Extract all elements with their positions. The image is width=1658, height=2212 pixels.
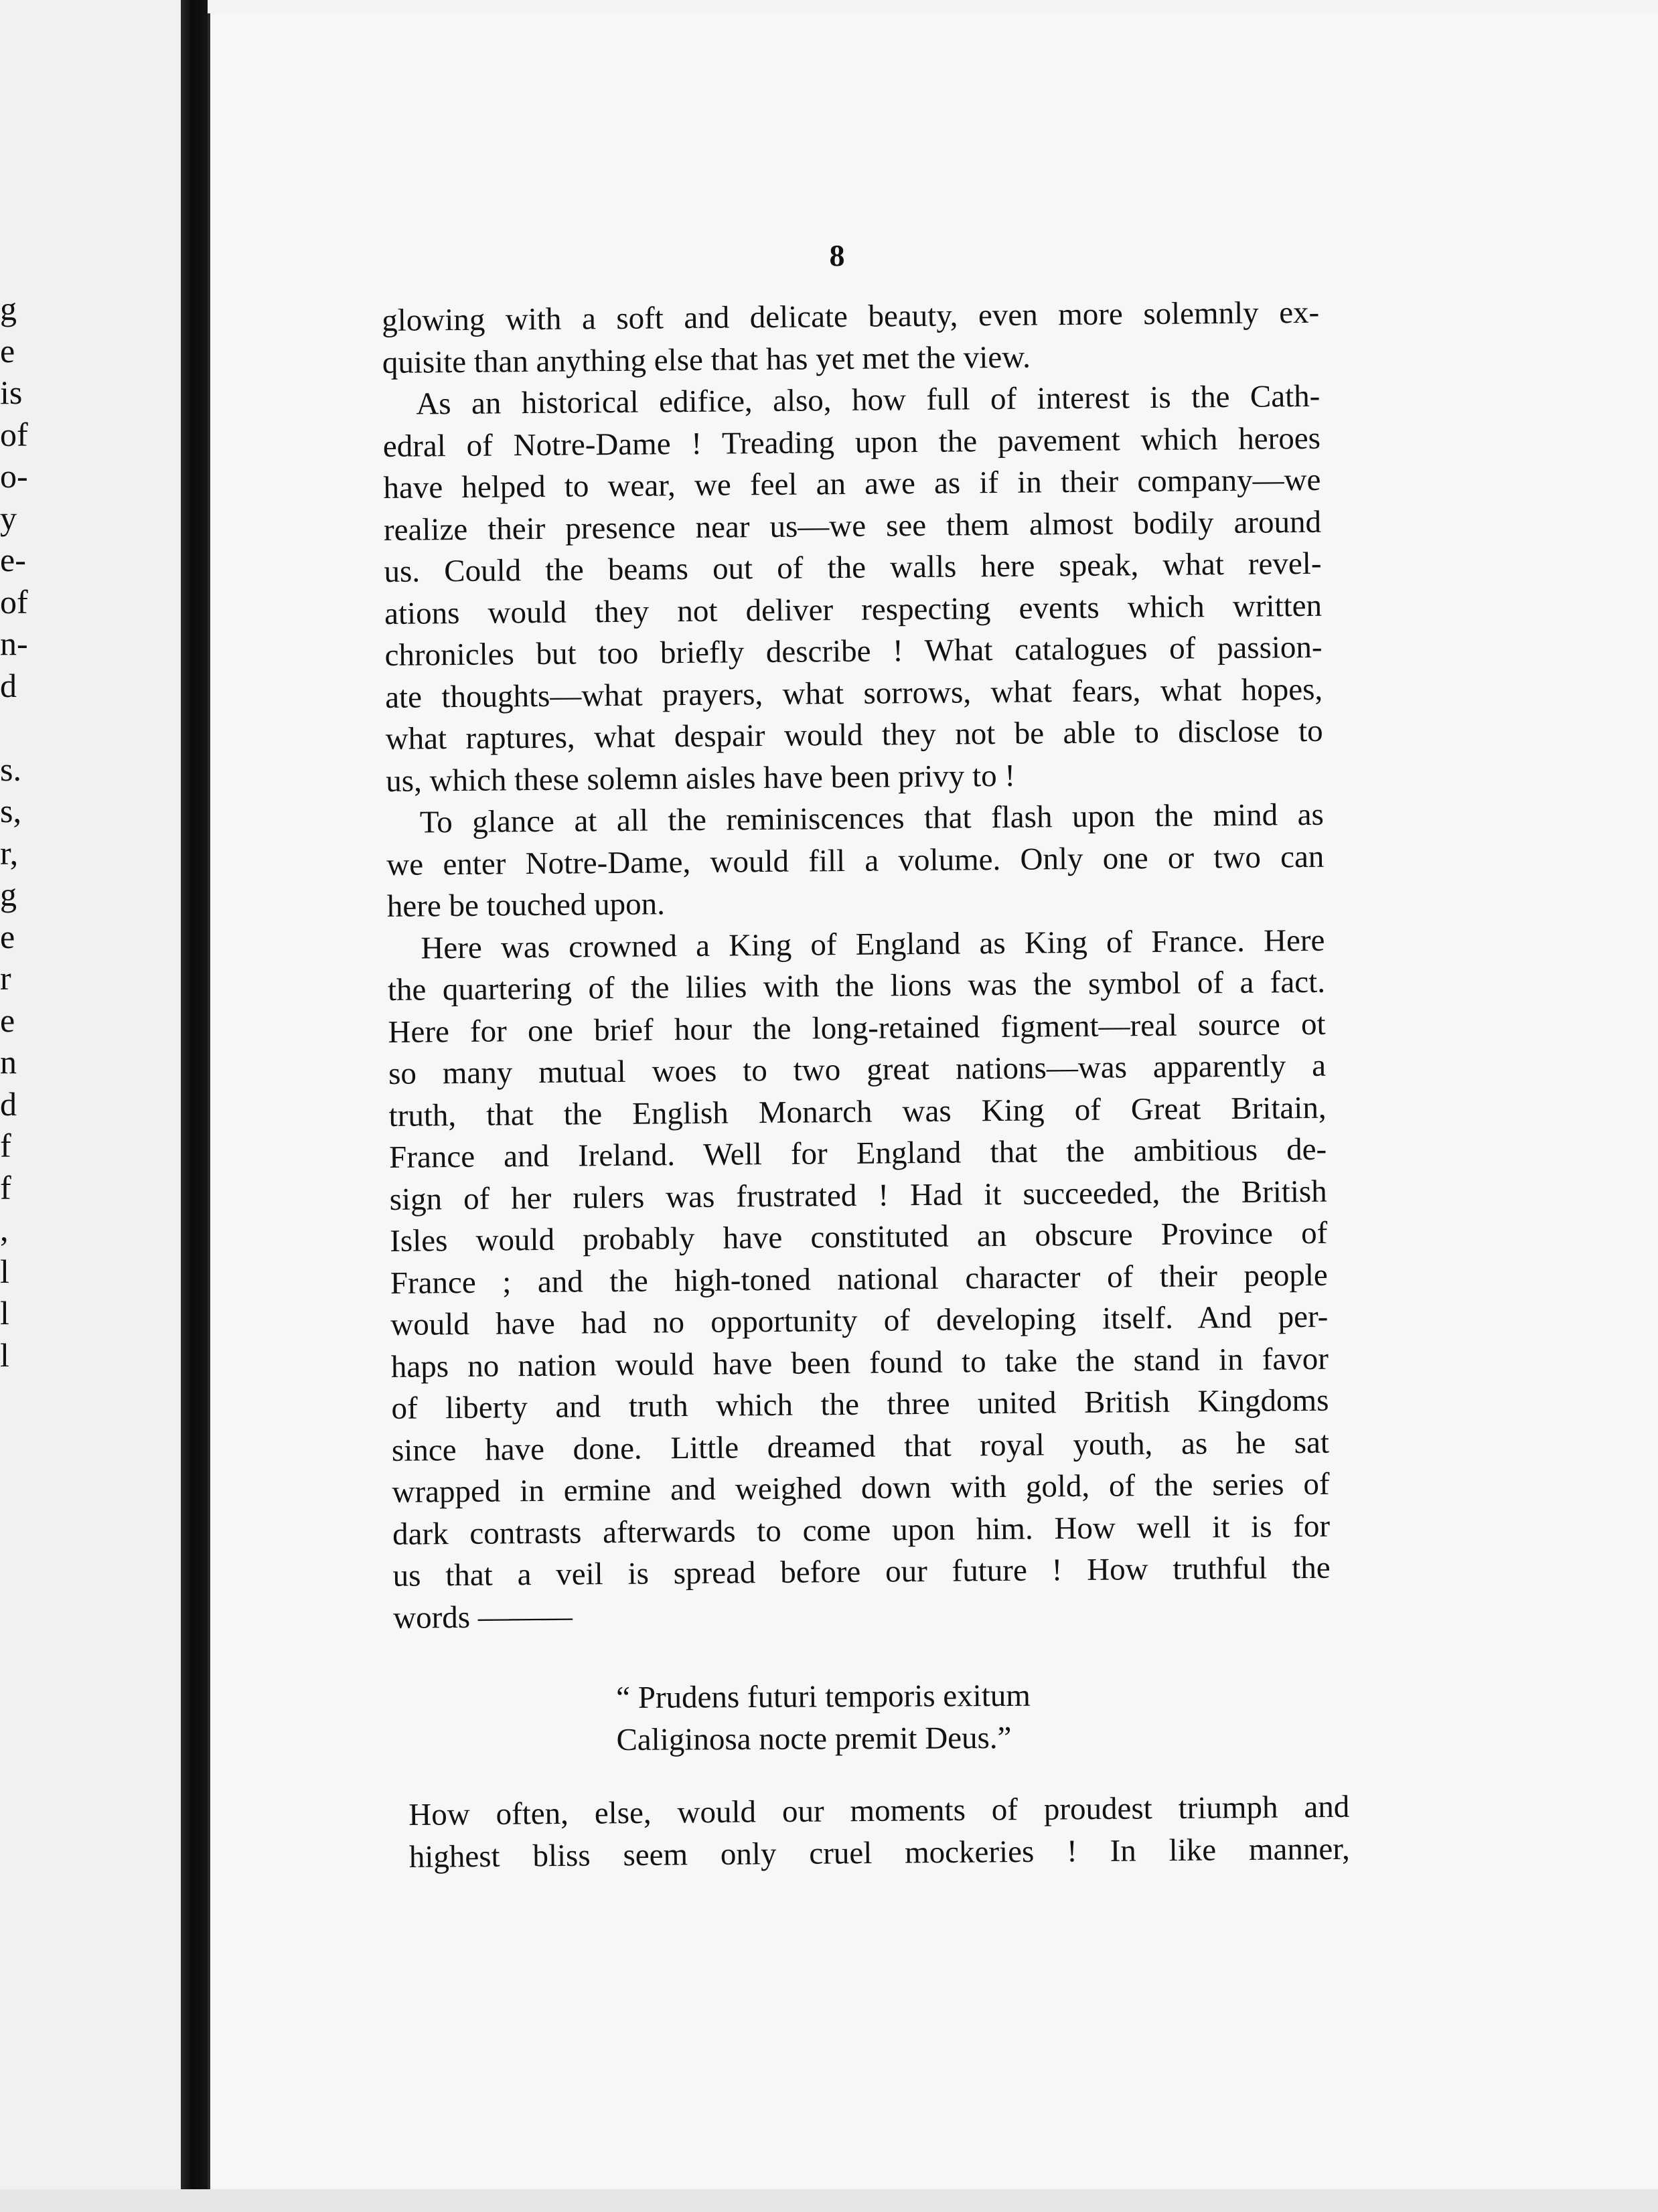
text-line: quisite than anything else that has yet met the view. (382, 339, 1031, 380)
text-line: haps no nation would have been found to take the stand in favor (390, 1341, 1329, 1385)
latin-quotation (616, 1674, 1219, 1761)
page-number: 8 (829, 238, 845, 272)
text-line: we enter Notre-Dame, would fill a volume. Only one or two can (386, 839, 1325, 882)
quote-line: Caliginosa nocte premit Deus.” (616, 1720, 1012, 1757)
left-fragment: l (0, 1336, 9, 1374)
text-line: us that a veil is spread before our future ! How truthful the (392, 1550, 1331, 1593)
text-line: here be touched upon. (386, 886, 666, 924)
left-fragment: of (0, 415, 28, 453)
text-line: How often, else, would our moments of proudest triumph and (408, 1789, 1350, 1832)
left-fragment: e (0, 331, 15, 370)
left-fragment: l (0, 1294, 9, 1332)
text-line: what raptures, what despair would they not be able to disclose to (385, 713, 1323, 757)
text-line: so many mutual woes to two great nations—was apparently a (388, 1048, 1327, 1091)
left-fragment: e (0, 1001, 15, 1039)
text-line: As an historical edifice, also, how full of interest is the Cath- (416, 378, 1321, 422)
left-fragment: r (0, 959, 11, 997)
left-fragment: n- (0, 625, 28, 662)
text-line: edral of Notre-Dame ! Treading upon the pavement which heroes (382, 420, 1321, 464)
left-fragment (0, 706, 40, 748)
text-line: glowing with a soft and delicate beauty, even more solemnly ex- (382, 295, 1320, 338)
text-line: wrapped in ermine and weighed down with gold, of the series of (392, 1466, 1330, 1510)
left-fragment: is (0, 374, 23, 411)
left-fragment: e (0, 917, 15, 955)
left-fragment: d (0, 1085, 17, 1123)
text-line: highest bliss seem only cruel mockeries ! In like manner, (408, 1831, 1350, 1875)
text-line: the quartering of the lilies with the lions was the symbol of a fact. (387, 964, 1326, 1008)
bottom-edge (0, 2189, 1658, 2212)
text-line: France ; and the high-toned national character of their people (390, 1257, 1328, 1301)
text-line: chronicles but too briefly describe ! What catalogues of passion- (384, 629, 1323, 673)
left-fragment: l (0, 1252, 9, 1290)
text-line: us, which these solemn aisles have been privy to ! (386, 758, 1016, 799)
left-fragment: s, (0, 792, 21, 830)
left-fragment: of (0, 582, 28, 621)
left-fragment: s. (0, 750, 21, 788)
text-line: since have done. Little dreamed that royal youth, as he sat (391, 1425, 1330, 1468)
text-line: Here was crowned a King of England as King of France. Here (421, 923, 1325, 966)
left-fragment: o- (0, 457, 28, 495)
closing-text (408, 1786, 1350, 1878)
left-fragment: g (0, 290, 17, 327)
text-line: sign of her rulers was frustrated ! Had it succeeded, the British (389, 1174, 1327, 1217)
left-fragment: g (0, 876, 17, 913)
text-line: would have had no opportunity of developing itself. And per- (390, 1299, 1329, 1342)
text-line: Here for one brief hour the long-retained figment—real source ot (388, 1006, 1326, 1050)
left-fragment: f (0, 1168, 11, 1206)
left-fragment: d (0, 666, 17, 704)
text-line: words ——— (392, 1599, 573, 1636)
text-line: ations would they not deliver respecting events which written (384, 588, 1323, 631)
text-line: us. Could the beams out of the walls here speak, what revel- (384, 546, 1322, 589)
left-fragment: , (0, 1210, 9, 1248)
left-fragment: y (0, 499, 17, 537)
text-line: France and Ireland. Well for England that the ambitious de- (388, 1131, 1327, 1175)
text-line: ate thoughts—what prayers, what sorrows, what fears, what hopes, (384, 672, 1323, 715)
text-line: truth, that the English Monarch was King of Great Britain, (388, 1090, 1327, 1133)
text-line: dark contrasts afterwards to come upon him. How well it is for (392, 1508, 1331, 1552)
text-line: Isles would probably have constituted an obscure Province of (390, 1215, 1328, 1259)
text-line: To glance at all the reminiscences that flash upon the mind as (419, 797, 1324, 840)
body-text (382, 292, 1331, 1639)
left-fragment: n (0, 1043, 17, 1081)
left-fragment: e- (0, 541, 26, 578)
left-facing-page (0, 0, 181, 2212)
left-fragment: r, (0, 834, 19, 872)
left-fragment: f (0, 1127, 11, 1164)
text-line: have helped to wear, we feel an awe as if in their company—we (383, 462, 1321, 505)
left-page-fragments (0, 288, 40, 1376)
text-line: of liberty and truth which the three united British Kingdoms (391, 1382, 1329, 1426)
book-gutter (181, 0, 208, 2212)
text-line: realize their presence near us—we see them almost bodily around (383, 504, 1322, 548)
quote-line: “ Prudens futuri temporis exitum (616, 1678, 1031, 1715)
